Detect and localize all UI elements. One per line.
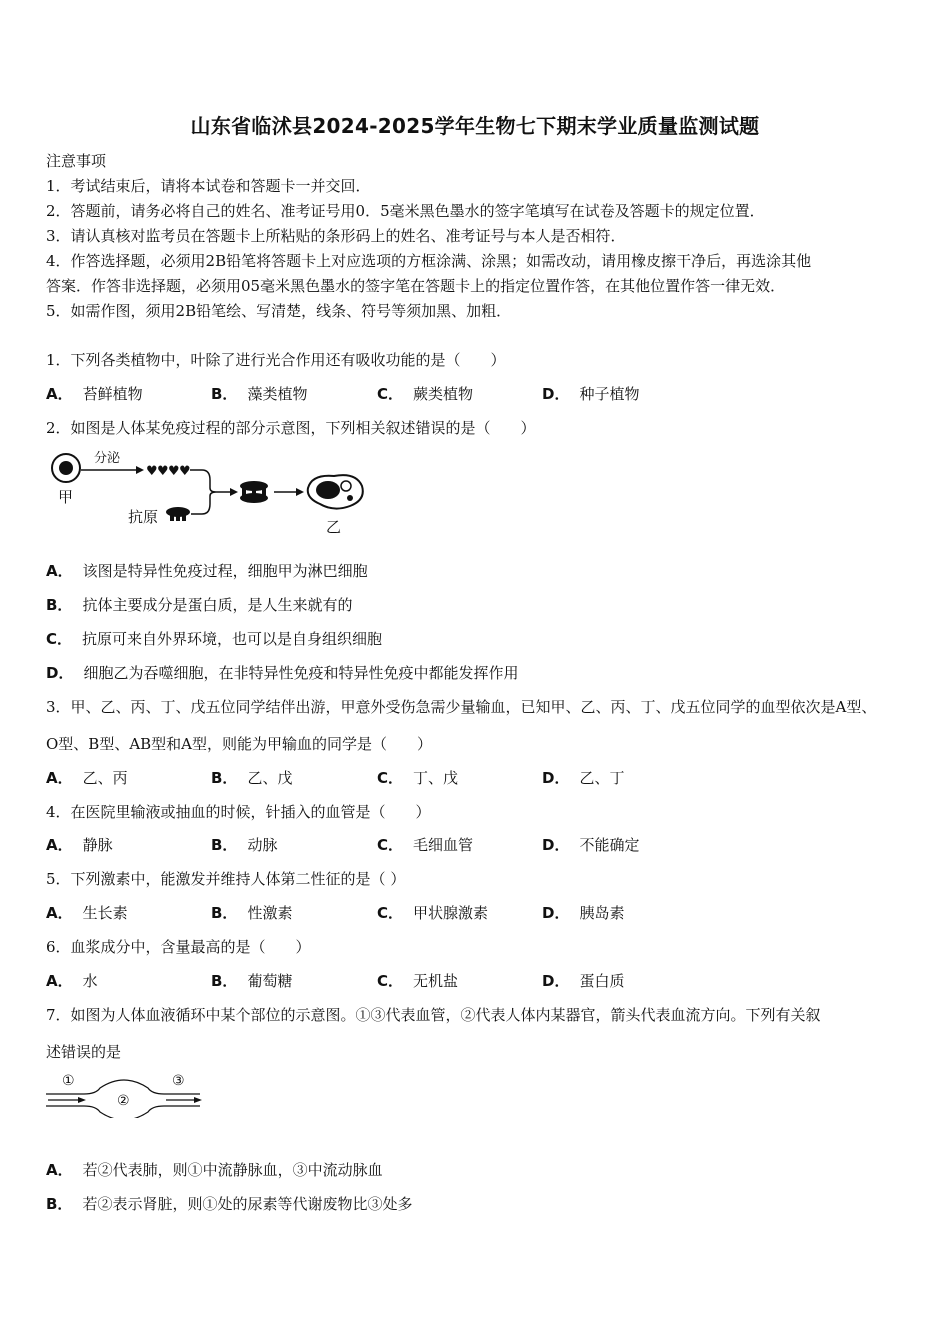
notice-item: 答案．作答非选择题，必须用05毫米黑色墨水的签字笔在答题卡上的指定位置作答，在其他位置作答一律无效．	[46, 277, 786, 295]
notice-item: 5．如需作图，须用2B铅笔绘、写清楚，线条、符号等须加黑、加粗．	[46, 302, 512, 320]
option-text: 细胞乙为吞噬细胞，在非特异性免疫和特异性免疫中都能发挥作用	[83, 664, 519, 682]
q6-option-b	[211, 971, 292, 991]
option-letter: C．	[46, 630, 73, 648]
question-6-stem: 6．血浆成分中，含量最高的是（ ）	[46, 938, 311, 956]
secrete-label: 分泌	[94, 451, 121, 466]
notice-item: 2．答题前，请务必将自己的姓名、准考证号用0．5毫米黑色墨水的签字笔填写在试卷及答题卡的规定位置．	[46, 202, 765, 220]
option-letter: C．	[377, 385, 404, 403]
arrow-head	[136, 466, 144, 474]
q2-option-c	[46, 629, 382, 649]
option-text: 静脉	[82, 836, 113, 854]
question-5-stem: 5．下列激素中，能激发并维持人体第二性征的是（ ）	[46, 870, 406, 888]
arrow-head	[230, 488, 238, 496]
option-letter: D．	[542, 904, 570, 922]
option-letter: A．	[46, 385, 73, 403]
lymphocyte-cell-icon	[52, 454, 80, 482]
q6-option-c	[377, 971, 458, 991]
option-text: 乙、丁	[579, 769, 625, 787]
option-letter: D．	[542, 836, 570, 854]
question-3-stem-cont: O型、B型、AB型和A型，则能为甲输血的同学是（ ）	[46, 735, 433, 753]
option-text: 生长素	[82, 904, 128, 922]
option-text: 种子植物	[579, 385, 640, 403]
option-letter: B．	[211, 836, 238, 854]
notice-item: 1．考试结束后，请将本试卷和答题卡一并交回．	[46, 177, 371, 195]
option-letter: C．	[377, 769, 404, 787]
organ-2-label: ②	[117, 1093, 130, 1109]
option-letter: A．	[46, 1161, 73, 1179]
blood-circulation-figure	[44, 1068, 214, 1118]
option-letter: C．	[377, 904, 404, 922]
q5-option-b	[211, 903, 292, 923]
option-text: 丁、戊	[413, 769, 459, 787]
question-7-stem-cont: 述错误的是	[46, 1043, 122, 1061]
q1-option-c	[377, 384, 473, 404]
option-text: 毛细血管	[413, 836, 474, 854]
q3-option-b	[211, 768, 292, 788]
q4-option-c	[377, 835, 473, 855]
vessel-1-label: ①	[62, 1073, 75, 1089]
option-text: 动脉	[247, 836, 278, 854]
q2-option-a	[46, 561, 368, 581]
question-1-stem: 1．下列各类植物中，叶除了进行光合作用还有吸收功能的是（ ）	[46, 351, 506, 369]
option-text: 乙、丙	[82, 769, 128, 787]
q2-option-d	[46, 663, 518, 683]
option-text: 性激素	[247, 904, 293, 922]
antigen-icon	[166, 507, 190, 521]
q1-option-b	[211, 384, 307, 404]
q2-option-b	[46, 595, 352, 615]
option-letter: B．	[46, 596, 73, 614]
cell-yi-label: 乙	[326, 518, 342, 536]
option-letter: B．	[211, 904, 238, 922]
option-letter: D．	[542, 972, 570, 990]
option-letter: A．	[46, 836, 73, 854]
option-text: 水	[82, 972, 98, 990]
q1-option-d	[542, 384, 639, 404]
q1-option-a	[46, 384, 143, 404]
option-letter: D．	[542, 769, 570, 787]
option-text: 乙、戊	[247, 769, 293, 787]
option-letter: D．	[46, 664, 74, 682]
notice-heading: 注意事项	[46, 152, 107, 170]
option-letter: B．	[211, 769, 238, 787]
antigen-antibody-complex-icon	[240, 481, 268, 503]
notice-item: 3．请认真核对监考员在答题卡上所粘贴的条形码上的姓名、准考证号与本人是否相符．	[46, 227, 626, 245]
vessel-3-label: ③	[172, 1073, 185, 1089]
option-text: 藻类植物	[247, 385, 308, 403]
brace-icon	[202, 470, 216, 514]
q7-option-a	[46, 1160, 383, 1180]
option-text: 该图是特异性免疫过程，细胞甲为淋巴细胞	[82, 562, 368, 580]
antibody-icons	[146, 464, 191, 479]
option-letter: C．	[377, 836, 404, 854]
option-letter: A．	[46, 972, 73, 990]
option-text: 若②表示肾脏，则①处的尿素等代谢废物比③处多	[82, 1195, 413, 1213]
immune-process-figure	[44, 448, 374, 540]
option-text: 无机盐	[413, 972, 459, 990]
option-letter: B．	[211, 385, 238, 403]
option-letter: B．	[211, 972, 238, 990]
option-letter: C．	[377, 972, 404, 990]
option-letter: A．	[46, 904, 73, 922]
question-3-stem: 3．甲、乙、丙、丁、戊五位同学结伴出游，甲意外受伤急需少量输血，已知甲、乙、丙、丁、戊五位同学的血型依次是A型、	[46, 698, 877, 716]
q3-option-d	[542, 768, 624, 788]
cell-jia-label: 甲	[58, 488, 74, 506]
option-letter: D．	[542, 385, 570, 403]
option-text: 若②代表肺，则①中流静脉血，③中流动脉血	[82, 1161, 383, 1179]
phagocyte-cell-icon	[308, 475, 363, 508]
q7-option-b	[46, 1194, 412, 1214]
question-2-stem: 2．如图是人体某免疫过程的部分示意图，下列相关叙述错误的是（ ）	[46, 419, 536, 437]
option-letter: A．	[46, 562, 73, 580]
option-text: 胰岛素	[579, 904, 625, 922]
question-7-stem: 7．如图为人体血液循环中某个部位的示意图。①③代表血管，②代表人体内某器官，箭头代表血流方向。下列有关叙	[46, 1006, 821, 1024]
question-4-stem: 4．在医院里输液或抽血的时候，针插入的血管是（ ）	[46, 803, 431, 821]
option-letter: B．	[46, 1195, 73, 1213]
q3-option-a	[46, 768, 128, 788]
option-text: 抗原可来自外界环境，也可以是自身组织细胞	[82, 630, 383, 648]
option-text: 甲状腺激素	[413, 904, 489, 922]
svg-text:♥: ♥	[179, 464, 191, 479]
q6-option-d	[542, 971, 624, 991]
flow-arrow-head	[78, 1097, 86, 1103]
page-title: 山东省临沭县2024-2025学年生物七下期末学业质量监测试题	[190, 114, 760, 138]
antigen-label: 抗原	[128, 508, 159, 526]
notice-item: 4．作答选择题，必须用2B铅笔将答题卡上对应选项的方框涂满、涂黑；如需改动，请用橡皮擦干净后，再选涂其他	[46, 252, 812, 270]
q5-option-a	[46, 903, 128, 923]
option-letter: A．	[46, 769, 73, 787]
svg-text:♥: ♥	[146, 464, 158, 479]
svg-text:♥: ♥	[168, 464, 180, 479]
option-text: 葡萄糖	[247, 972, 293, 990]
option-text: 蛋白质	[579, 972, 625, 990]
q4-option-a	[46, 835, 113, 855]
option-text: 不能确定	[579, 836, 640, 854]
option-text: 蕨类植物	[413, 385, 474, 403]
q4-option-b	[211, 835, 277, 855]
q4-option-d	[542, 835, 639, 855]
q3-option-c	[377, 768, 458, 788]
option-text: 抗体主要成分是蛋白质，是人生来就有的	[82, 596, 353, 614]
q6-option-a	[46, 971, 98, 991]
q5-option-d	[542, 903, 624, 923]
q5-option-c	[377, 903, 488, 923]
flow-arrow-head	[194, 1097, 202, 1103]
arrow-head	[296, 488, 304, 496]
svg-text:♥: ♥	[157, 464, 169, 479]
option-text: 苔鲜植物	[82, 385, 143, 403]
